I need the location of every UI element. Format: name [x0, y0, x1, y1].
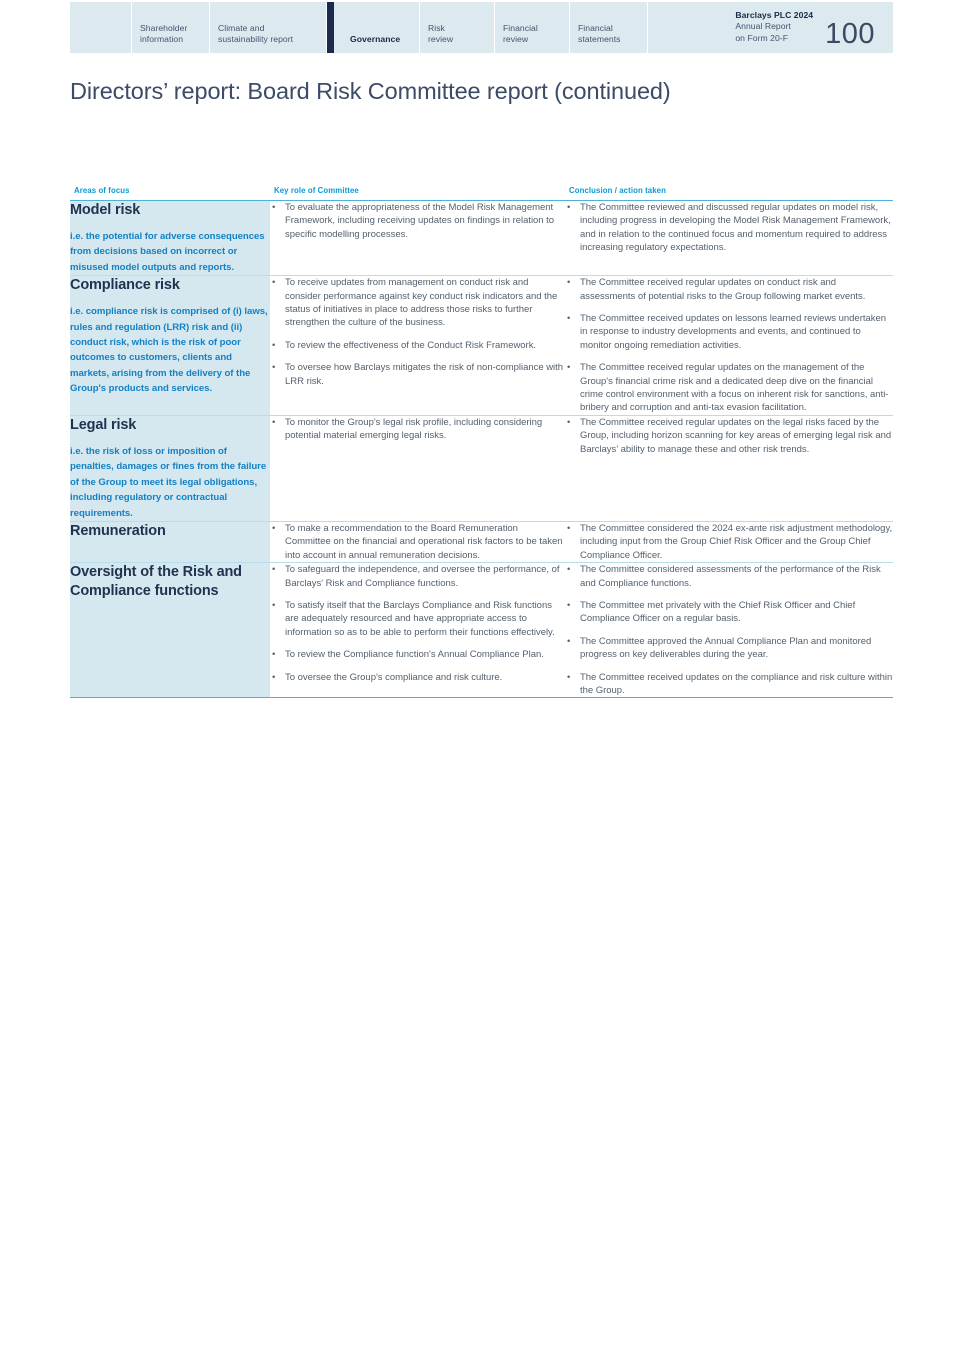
- area-cell: [70, 563, 270, 698]
- nav-item-label-line1: Climate and: [218, 23, 265, 33]
- key-role-cell: [270, 563, 565, 698]
- table-row: [70, 201, 893, 276]
- conclusion-cell: [565, 201, 893, 276]
- list-item: [270, 671, 565, 684]
- nav-item-label: [428, 23, 453, 44]
- list-item-text: The Committee received regular updates on the legal risks faced by the Group, including horizon scanning for key areas of emerging legal risk and Barclays’ ability to manage these and other risk trends.: [580, 416, 892, 455]
- bullet-icon: •: [272, 277, 276, 289]
- list-item-text: The Committee approved the Annual Compliance Plan and monitored progress on key deliverables during the year.: [580, 635, 872, 661]
- area-cell: [70, 415, 270, 521]
- area-title: Legal risk: [70, 416, 137, 433]
- nav-item-label-line1: Risk: [428, 23, 445, 33]
- bullet-icon: •: [272, 649, 276, 661]
- table-row: [70, 276, 893, 416]
- table-row: [70, 415, 893, 521]
- bullet-icon: •: [567, 313, 571, 325]
- list-item-text: To evaluate the appropriateness of the Model Risk Management Framework, including receiving updates on findings in relation to specific modelling processes.: [285, 202, 555, 240]
- list-item-text: The Committee received regular updates on conduct risk and assessments of potential risks to the Group following market events.: [580, 277, 866, 302]
- bullet-icon: •: [567, 564, 571, 576]
- list-item: [565, 522, 893, 562]
- area-description: i.e. the risk of loss or imposition of penalties, damages or fines from the failure of the Group to meet its legal obligations, including regulatory or contractual requirements.: [70, 445, 267, 519]
- bullet-icon: •: [272, 671, 276, 683]
- table-header-row: [70, 186, 893, 201]
- nav-item-label: [218, 23, 293, 44]
- table-row: [70, 521, 893, 562]
- nav-item-risk-review[interactable]: [420, 2, 495, 53]
- nav-item-label: [140, 23, 187, 44]
- bullet-icon: •: [567, 416, 571, 428]
- list-item-text: To oversee the Group's compliance and risk culture.: [285, 671, 503, 683]
- area-description: i.e. compliance risk is comprised of (i) laws, rules and regulation (LRR) risk and (ii) conduct risk, which is the risk of poor outcomes to customers, clients and markets, arising from the delivery of the Group's products and services.: [70, 306, 268, 395]
- conclusion-cell: [565, 563, 893, 698]
- list-item: [270, 201, 565, 241]
- key-role-list: [270, 416, 565, 443]
- bullet-icon: •: [567, 635, 571, 647]
- bullet-icon: •: [567, 599, 571, 611]
- bullet-icon: •: [272, 362, 276, 374]
- area-cell: [70, 521, 270, 562]
- list-item: [270, 599, 565, 639]
- area-cell: [70, 276, 270, 416]
- bullet-icon: •: [567, 277, 571, 289]
- active-tab-marker: [327, 2, 334, 53]
- nav-spacer: [648, 2, 735, 53]
- key-role-cell: [270, 276, 565, 416]
- list-item: [270, 563, 565, 590]
- list-item: [565, 201, 893, 255]
- column-header-conclusion: Conclusion / action taken: [565, 186, 893, 201]
- list-item: [565, 599, 893, 626]
- nav-item-label-line2: statements: [578, 33, 621, 44]
- list-item-text: The Committee considered the 2024 ex-ante risk adjustment methodology, including input from the Group Chief Risk Officer and the Group Chief Compliance Officer.: [580, 522, 893, 561]
- nav-item-label-line1: Shareholder: [140, 23, 188, 33]
- key-role-cell: [270, 201, 565, 276]
- bullet-icon: •: [567, 522, 571, 534]
- key-role-cell: [270, 415, 565, 521]
- column-header-key-role: Key role of Committee: [270, 186, 565, 201]
- conclusion-list: [565, 201, 893, 255]
- conclusion-list: [565, 276, 893, 415]
- conclusion-cell: [565, 521, 893, 562]
- bullet-icon: •: [567, 202, 571, 213]
- list-item: [270, 648, 565, 661]
- list-item: [270, 416, 565, 443]
- area-title: Model risk: [70, 202, 141, 218]
- bullet-icon: •: [272, 416, 276, 428]
- nav-item-label-line2: information: [140, 33, 184, 44]
- list-item-text: To make a recommendation to the Board Remuneration Committee on the financial and operational risk factors to be taken into account in annual remuneration decisions.: [285, 522, 563, 561]
- list-item: [565, 312, 893, 352]
- table-body: [70, 201, 893, 698]
- area-title: Remuneration: [70, 522, 166, 539]
- nav-item-label-line1: Financial: [578, 23, 613, 33]
- nav-item-financial-review[interactable]: [495, 2, 570, 53]
- conclusion-cell: [565, 276, 893, 416]
- nav-item-label: Governance: [350, 33, 401, 44]
- list-item: [565, 276, 893, 303]
- list-item-text: The Committee received regular updates on the management of the Group's financial crime risk and a dedicated deep dive on the financial crime control environment with a focus on inherent risk for sanctions, anti-bribery and corruption and anti-tax evasion facilitation.: [580, 362, 889, 414]
- top-navigation-band: [70, 2, 893, 53]
- bullet-icon: •: [272, 599, 276, 611]
- bullet-icon: •: [567, 362, 571, 374]
- list-item-text: To monitor the Group's legal risk profile, including considering potential material emerging legal risks.: [285, 416, 543, 442]
- nav-item-label: [578, 23, 621, 44]
- list-item: [565, 361, 893, 415]
- conclusion-list: [565, 522, 893, 562]
- nav-item-label-line2: review: [428, 33, 454, 44]
- list-item-text: To receive updates from management on conduct risk and consider performance against key conduct risk indicators and the status of initiatives in place to address those risks to further strengthen the culture of the business.: [285, 277, 558, 329]
- list-item-text: To review the Compliance function's Annual Compliance Plan.: [285, 649, 544, 661]
- table-header: [70, 186, 893, 201]
- conclusion-list: [565, 563, 893, 697]
- bullet-icon: •: [272, 564, 276, 576]
- key-role-list: [270, 201, 565, 241]
- bullet-icon: •: [567, 671, 571, 683]
- report-meta-text: [735, 10, 825, 44]
- list-item: [565, 416, 893, 456]
- nav-item-climate-and-sustainability-report[interactable]: [210, 2, 327, 53]
- area-cell: [70, 201, 270, 276]
- list-item-text: To satisfy itself that the Barclays Compliance and Risk functions are adequately resourced and have appropriate access to information so as to be able to perform their functions effectively.: [285, 599, 555, 638]
- list-item: [270, 361, 565, 388]
- key-role-cell: [270, 521, 565, 562]
- area-description: i.e. the potential for adverse consequences from decisions based on incorrect or misused model outputs and reports.: [70, 231, 265, 273]
- nav-item-strategy[interactable]: [70, 2, 132, 53]
- nav-item-label-line2: sustainability report: [218, 33, 294, 44]
- list-item-text: The Committee considered assessments of the performance of the Risk and Compliance functions.: [580, 564, 881, 589]
- areas-of-focus-table: [70, 186, 893, 698]
- report-subtitle-line1: Annual Report: [735, 21, 791, 32]
- list-item-text: To oversee how Barclays mitigates the risk of non-compliance with LRR risk.: [285, 362, 564, 387]
- list-item-text: The Committee received updates on the compliance and risk culture within the Group.: [580, 671, 893, 696]
- page-title: Directors’ report: Board Risk Committee report (continued): [70, 77, 671, 104]
- nav-item-shareholder-information[interactable]: [132, 2, 210, 53]
- conclusion-list: [565, 416, 893, 456]
- nav-item-label-line1: Financial: [503, 23, 538, 33]
- list-item: [565, 635, 893, 662]
- key-role-list: [270, 563, 565, 684]
- list-item-text: The Committee met privately with the Chief Risk Officer and Chief Compliance Officer on a regular basis.: [580, 599, 856, 625]
- list-item-text: The Committee reviewed and discussed regular updates on model risk, including progress in developing the Model Risk Management Framework, and in relation to the continued focus and momentum required to address increasing regulatory expectations.: [580, 202, 891, 254]
- table-row: [70, 563, 893, 698]
- list-item: [270, 339, 565, 352]
- report-subtitle-line2: on Form 20-F: [735, 32, 788, 43]
- list-item-text: The Committee received updates on lessons learned reviews undertaken in response to industry developments and events, and continued to monitor ongoing remediation activities.: [580, 313, 886, 351]
- key-role-list: [270, 276, 565, 388]
- bullet-icon: •: [272, 522, 276, 534]
- list-item: [270, 276, 565, 330]
- conclusion-cell: [565, 415, 893, 521]
- column-header-areas-of-focus: Areas of focus: [70, 186, 270, 201]
- area-title: Oversight of the Risk and Compliance functions: [70, 564, 242, 600]
- nav-item-label: [503, 23, 538, 44]
- list-item-text: To review the effectiveness of the Conduct Risk Framework.: [285, 339, 537, 351]
- nav-item-financial-statements[interactable]: [570, 2, 648, 53]
- list-item: [565, 671, 893, 698]
- bullet-icon: •: [272, 202, 276, 213]
- bullet-icon: •: [272, 339, 276, 351]
- report-title: Barclays PLC 2024: [735, 10, 814, 20]
- list-item: [270, 522, 565, 562]
- nav-item-label-line2: review: [503, 33, 529, 44]
- nav-item-governance[interactable]: [327, 2, 420, 53]
- list-item: [565, 563, 893, 590]
- page-number: 100: [825, 18, 875, 50]
- area-title: Compliance risk: [70, 277, 180, 294]
- list-item-text: To safeguard the independence, and oversee the performance, of Barclays' Risk and Compliance functions.: [285, 564, 560, 589]
- report-meta-block: [735, 2, 893, 53]
- key-role-list: [270, 522, 565, 562]
